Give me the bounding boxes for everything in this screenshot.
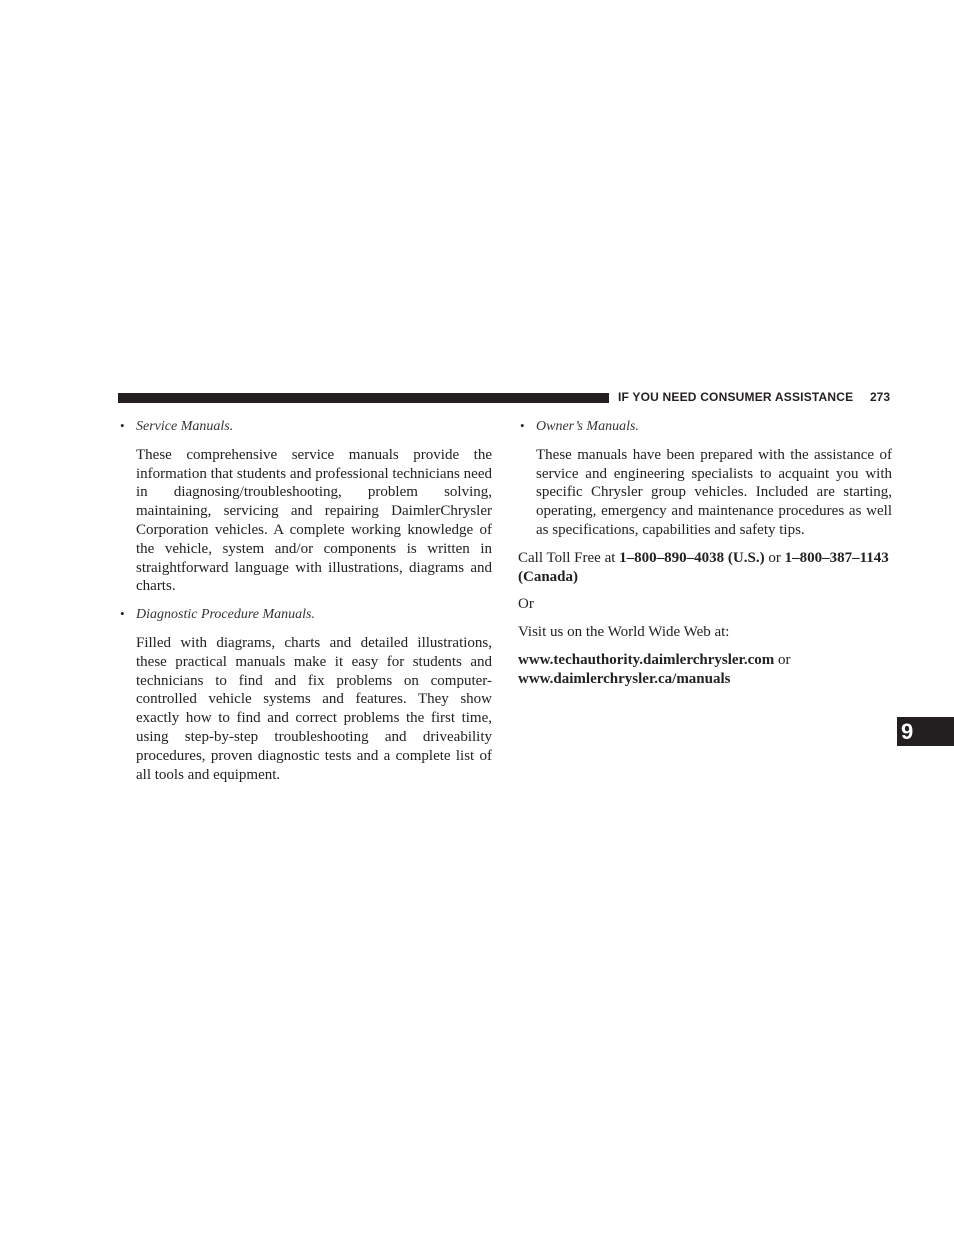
bullet-icon: • [520,418,525,433]
page-number: 273 [870,390,891,404]
section-title: IF YOU NEED CONSUMER ASSISTANCE [618,390,854,404]
web-or: or [774,651,791,668]
bullet-title: Owner’s Manuals. [536,419,639,434]
service-manuals-description: These comprehensive service manuals provide the information that students and professional technicians need in diagnosing/troubleshooting, problem solving, maintaining, servicing and repairing DaimlerChrysler Corporation vehicles. A complete working knowledge of the vehicle, system and/or components is written in straightforward language with illustrations, diagrams and charts. [136,446,492,595]
phone-canada: 1–800–387–1143 (Canada) [518,549,889,585]
bullet-item-owners-manuals [518,417,892,437]
toll-free-line [518,549,892,587]
web-link-daimlerchrysler-ca[interactable]: www.daimlerchrysler.ca/manuals [518,670,731,687]
phone-us: 1–800–890–4038 (U.S.) [619,549,765,566]
owners-manuals-description: These manuals have been prepared with the assistance of service and engineering specialists to acquaint you with specific Chrysler group vehicles. Included are starting, operating, emergency and maintenance procedures as well as specifications, capabilities and safety tips. [536,446,892,538]
bullet-icon: • [120,418,125,433]
left-column [118,417,492,784]
web-link-techauthority[interactable]: www.techauthority.daimlerchrysler.com [518,651,775,668]
bullet-title: Diagnostic Procedure Manuals. [136,607,315,623]
phone-or: or [764,549,785,566]
chapter-number: 9 [901,719,914,744]
diagnostic-manuals-description: Filled with diagrams, charts and detailed illustrations, these practical manuals make it easy for students and technicians to find and fix problems on computer-controlled vehicle systems and features. They show exactly how to find and correct problems the first time, using step-by-step troubleshooting and driveability procedures, proven diagnostic tests and a complete list of all tools and equipment. [136,634,492,783]
bullet-icon: • [120,606,125,622]
web-links [518,651,892,689]
bullet-item-diagnostic-manuals [118,605,492,625]
bullet-title: Service Manuals. [136,419,234,434]
bullet-item-service-manuals [118,417,492,437]
or-line: Or [518,596,534,613]
toll-free-prefix: Call Toll Free at [518,549,620,566]
header-rule [118,393,609,403]
right-column [518,417,892,689]
visit-line: Visit us on the World Wide Web at: [518,624,730,641]
